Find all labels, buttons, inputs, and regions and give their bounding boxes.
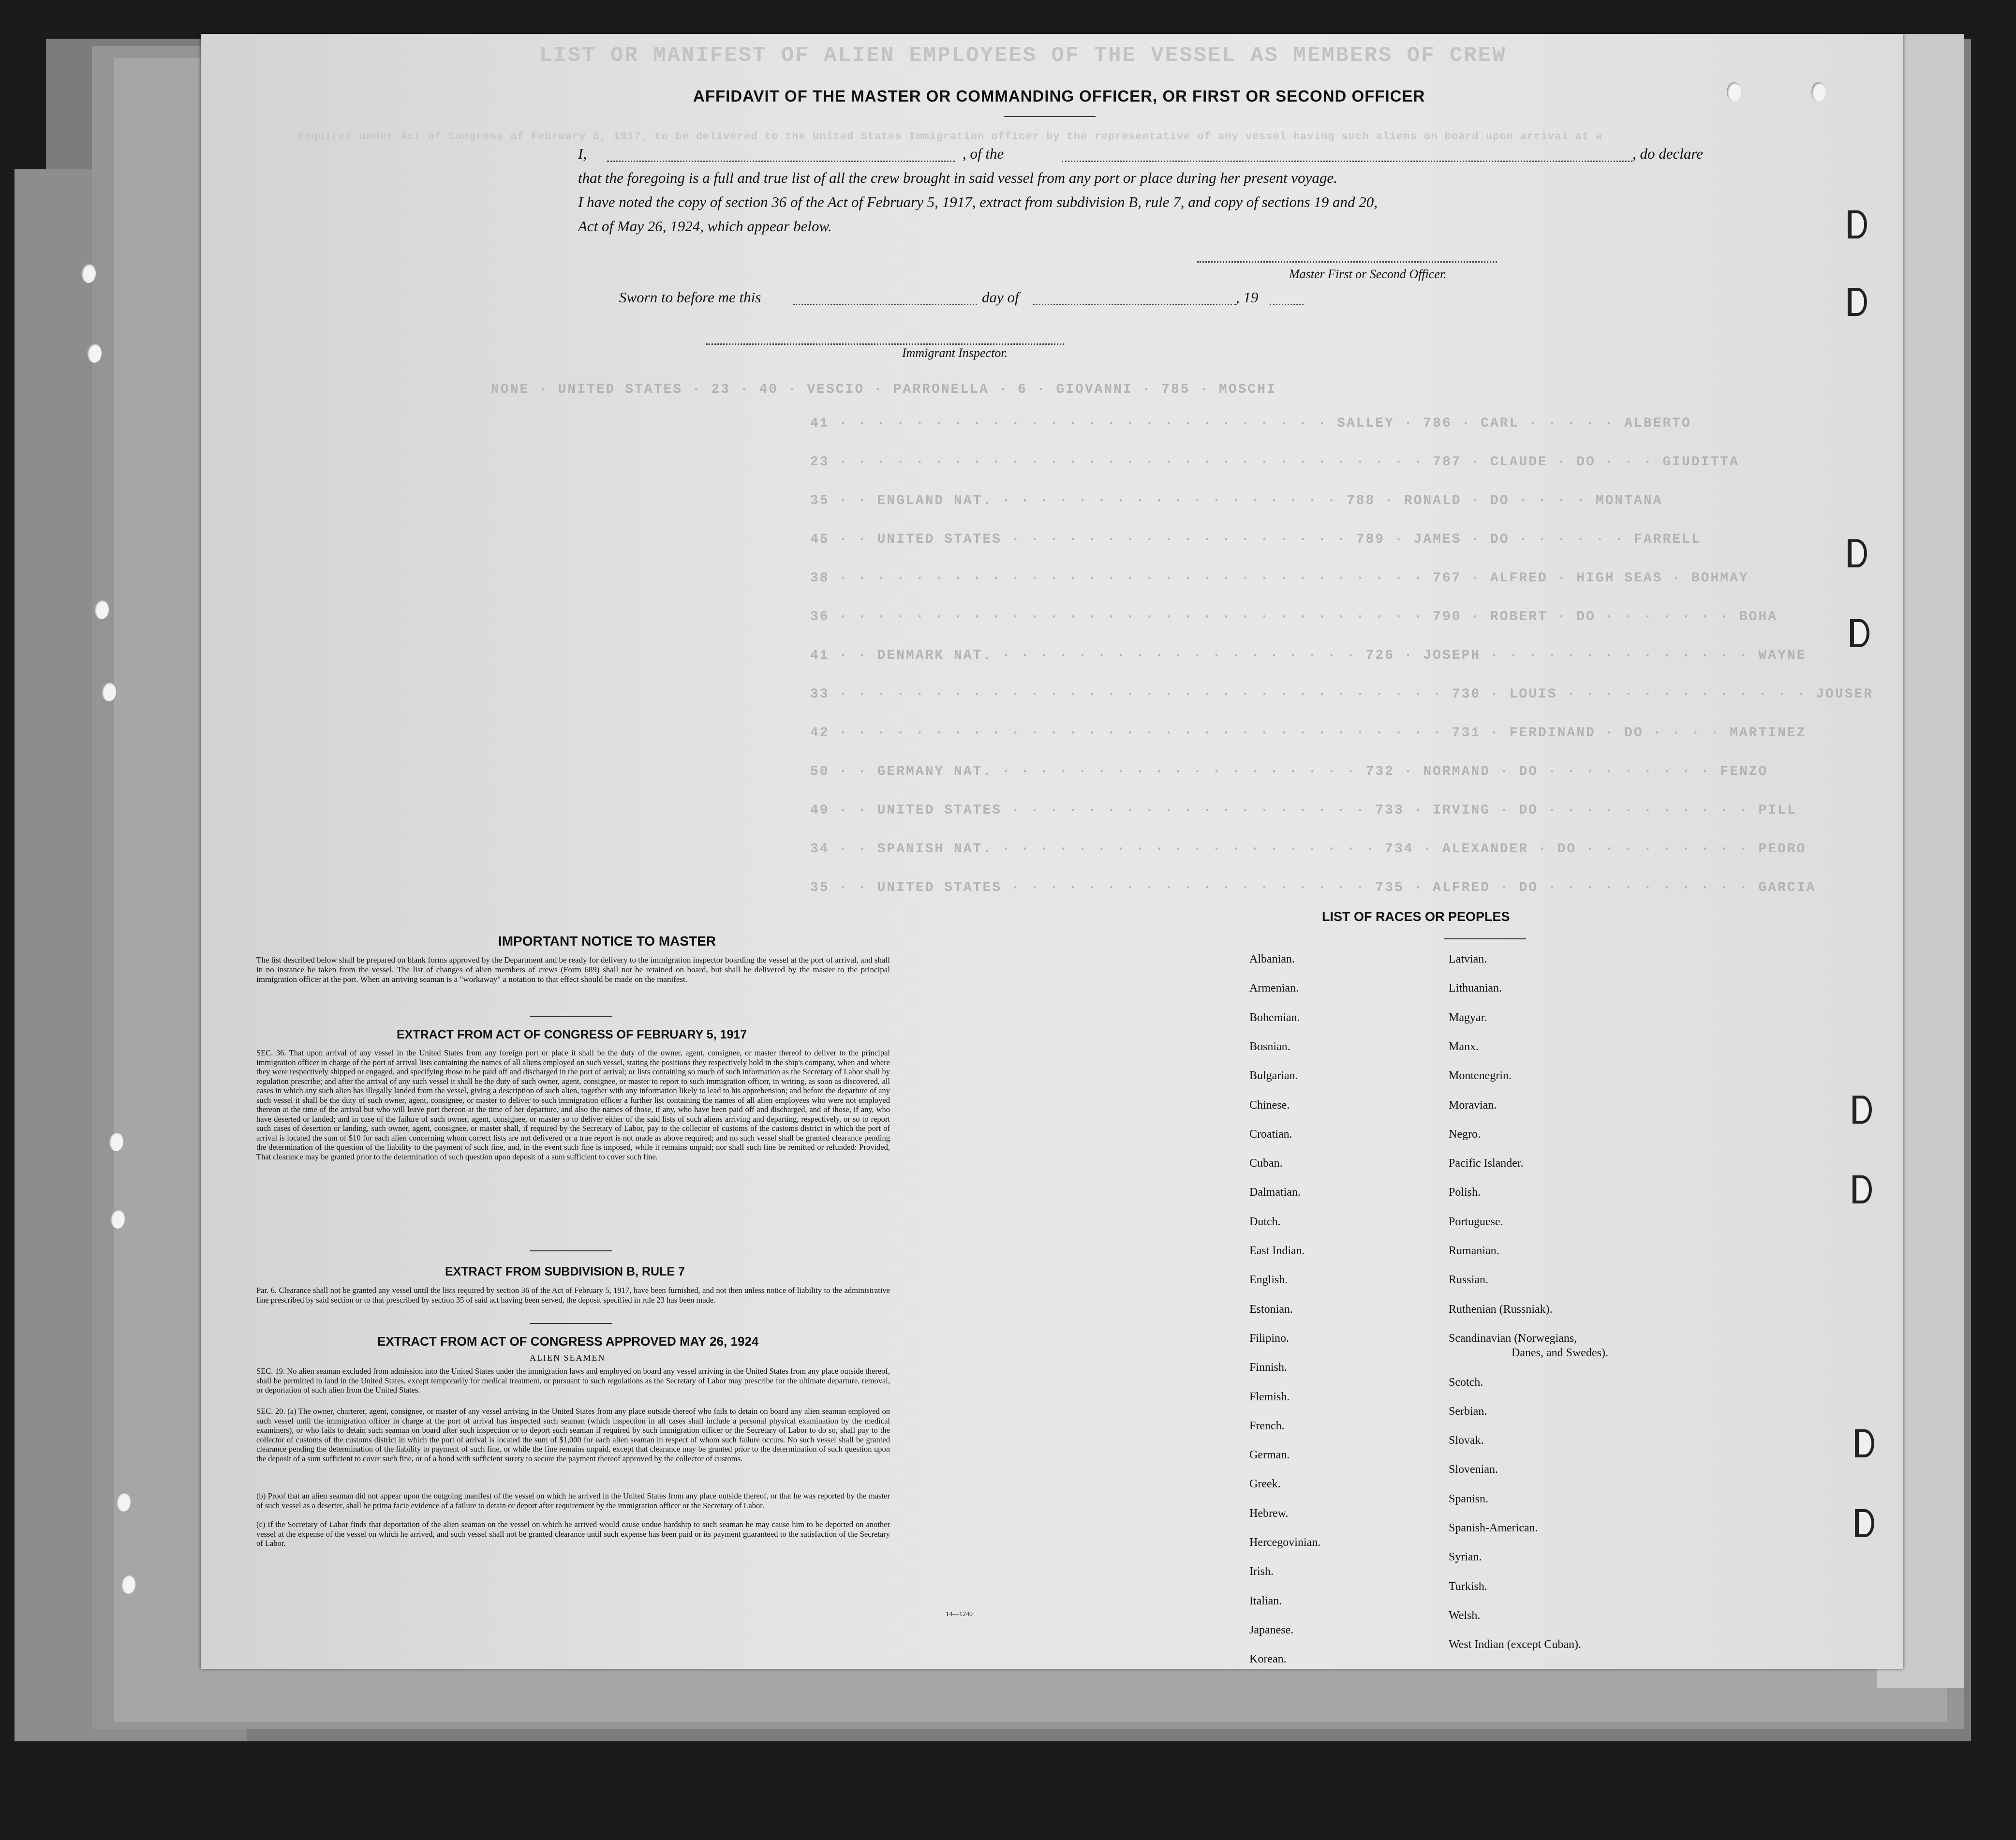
race-item: Turkish. bbox=[1449, 1580, 1487, 1593]
race-item: Bosnian. bbox=[1249, 1040, 1290, 1053]
race-item: Scotch. bbox=[1449, 1376, 1483, 1389]
blank-sworn-month[interactable] bbox=[1033, 304, 1236, 305]
day-of-label: day of bbox=[982, 289, 1019, 306]
show-through-row: 34 · · SPANISH NAT. · · · · · · · · · · · · · · · · · · · · 734 · ALEXANDER · DO · · · · · · · · · PEDRO bbox=[810, 842, 1807, 857]
affidavit-text: that the foregoing is a full and true list of all the crew brought in said vessel from any port or place during her present voyage. bbox=[578, 169, 1337, 186]
punch-hole bbox=[1848, 539, 1867, 567]
race-item: West Indian (except Cuban). bbox=[1449, 1638, 1581, 1651]
punch-hole bbox=[1853, 1096, 1872, 1124]
show-through-row: 33 · · · · · · · · · · · · · · · · · · · · · · · · · · · · · · · · 730 · LOUIS · · · · · · · · · · · · · JOUSER bbox=[810, 687, 1874, 702]
show-through-row: 42 · · · · · · · · · · · · · · · · · · · · · · · · · · · · · · · · 731 · FERDINAND · DO · · · · MARTINEZ bbox=[810, 726, 1807, 741]
blank-sworn-year[interactable] bbox=[1270, 304, 1304, 305]
extract-1924-sec20a: SEC. 20. (a) The owner, charterer, agent, consignee, or master of any vessel arriving in the United States from any place outside thereof who fails to detain on board any alien seaman employed on such vessel until the immigration officer in charge at the port of arrival has inspected such seaman (which inspection in all cases shall include a personal physical examination by the medical examiners), or who fails to detain such seaman on board after such inspection or to deport such seaman if required by such immigration officer or the Secretary of Labor to do so, shall pay to the collector of customs of the customs district in which the port of arrival is located the sum of $1,000 for each alien seaman in respect of whom such failure occurs. No such vessel shall be granted clearance pending the determination of the liability to payment of such fine, or while the fine remains unpaid, except that clearance may be granted prior to the determination of such question upon the deposit of a sum sufficient to cover such fine, or of a bond with sufficient surety to secure the payment thereof approved by the collector of customs. bbox=[256, 1407, 890, 1463]
punch-hole bbox=[1848, 288, 1867, 316]
races-title: LIST OF RACES OR PEOPLES bbox=[1322, 909, 1510, 924]
show-through-row: 35 · · UNITED STATES · · · · · · · · · · · · · · · · · · · 735 · ALFRED · DO · · · · · · · · · · · GARCIA bbox=[810, 880, 1816, 895]
affidavit-text: Act of May 26, 1924, which appear below. bbox=[578, 218, 832, 235]
race-item: Italian. bbox=[1249, 1594, 1282, 1607]
race-item: Slovenian. bbox=[1449, 1463, 1498, 1476]
race-item: Dalmatian. bbox=[1249, 1186, 1301, 1199]
race-item: Pacific Islander. bbox=[1449, 1157, 1524, 1170]
punch-hole bbox=[87, 343, 102, 363]
race-item: Greek. bbox=[1249, 1478, 1281, 1491]
show-through-row: 45 · · UNITED STATES · · · · · · · · · · · · · · · · · · 789 · JAMES · DO · · · · · · FARRELL bbox=[810, 532, 1701, 547]
show-through-row: 49 · · UNITED STATES · · · · · · · · · · · · · · · · · · · 733 · IRVING · DO · · · · · · · · · · · PILL bbox=[810, 803, 1797, 818]
punch-hole bbox=[81, 264, 96, 283]
manifest-page-back bbox=[201, 34, 1903, 1669]
affidavit-text: I, bbox=[578, 145, 587, 162]
form-number: 14—1240 bbox=[946, 1611, 973, 1618]
punch-hole bbox=[121, 1574, 135, 1594]
race-item: Moravian. bbox=[1449, 1098, 1497, 1112]
race-item: East Indian. bbox=[1249, 1245, 1305, 1257]
blank-master-name[interactable] bbox=[607, 161, 955, 162]
divider bbox=[1444, 938, 1526, 939]
race-item: Slovak. bbox=[1449, 1434, 1484, 1447]
blank-master-signature[interactable] bbox=[1197, 261, 1497, 263]
race-item: Magyar. bbox=[1449, 1011, 1487, 1024]
race-item: Filipino. bbox=[1249, 1332, 1290, 1345]
affidavit-title: AFFIDAVIT OF THE MASTER OR COMMANDING OFFICER, OR FIRST OR SECOND OFFICER bbox=[693, 87, 1425, 105]
notice-title: IMPORTANT NOTICE TO MASTER bbox=[498, 934, 716, 949]
show-through-row: 38 · · · · · · · · · · · · · · · · · · · · · · · · · · · · · · · 767 · ALFRED · HIGH SEAS · BOHMAY bbox=[810, 571, 1749, 586]
punch-hole bbox=[1850, 619, 1869, 647]
race-item: Bohemian. bbox=[1249, 1011, 1300, 1024]
race-item: Cuban. bbox=[1249, 1157, 1283, 1170]
race-item: Montenegrin. bbox=[1449, 1069, 1512, 1083]
inspector-label: Immigrant Inspector. bbox=[902, 346, 1008, 360]
extract-1917-body: SEC. 36. That upon arrival of any vessel in the United States from any foreign port or place it shall be the duty of the owner, agent, consignee, or master thereof to deliver to the principal immigration officer in charge of the port of arrival lists containing the names of all aliens employed on such vessel, stating the positions they respectively hold in the ship's company, when and where they were respectively shipped or engaged, and specifying those to be paid off and discharged in the port of arrival; or lists containing so much of such information as the Secretary of Labor shall by regulation prescribe; and after the arrival of any such vessel it shall be the duty of such owner, agent, consignee, or master to report to such immigration officer, in writing, as soon as discovered, all cases in which any such alien has illegally landed from the vessel, giving a description of such alien, together with any information likely to lead to his apprehension; and before the departure of any such vessel it shall be the duty of such owner, agent, consignee, or master to deliver to such immigration officer a further list containing the names of all alien employees who were not employed thereon at the time of the arrival but who will leave port thereon at the time of her departure, and also the names of those, if any, who have been paid off and discharged, and of those, if any, who have deserted or landed; and in case of the failure of such owner, agent, consignee, or master so to deliver either of the said lists of such aliens arriving and departing, respectively, or so to report such cases of desertion or landing, such owner, agent, consignee, or master shall, if required by the Secretary of Labor, pay to the collector of customs of the customs district in which the port of arrival is located the sum of $10 for each alien concerning whom correct lists are not delivered or a true report is not made as above required; and no such vessel shall be granted clearance pending the determination of the question of the liability to the payment of such fine, and, in the event such fine is imposed, while it remains unpaid; nor shall such fine be remitted or refunded: Provided, That clearance may be granted prior to the determination of such question upon deposit of a sum sufficient to cover such fine. bbox=[256, 1048, 890, 1161]
race-item: Scandinavian (Norwegians, bbox=[1449, 1332, 1577, 1345]
extract-rule7-title: EXTRACT FROM SUBDIVISION B, RULE 7 bbox=[445, 1265, 685, 1278]
race-item: Serbian. bbox=[1449, 1405, 1487, 1418]
punch-hole bbox=[1853, 1175, 1872, 1203]
race-item: Irish. bbox=[1249, 1565, 1274, 1578]
race-item: German. bbox=[1249, 1449, 1290, 1462]
race-item: Polish. bbox=[1449, 1186, 1481, 1199]
blank-vessel-name[interactable] bbox=[1062, 161, 1632, 162]
race-item: Rumanian. bbox=[1449, 1245, 1499, 1257]
race-item: Portuguese. bbox=[1449, 1215, 1503, 1228]
divider bbox=[530, 1016, 612, 1017]
divider bbox=[530, 1323, 612, 1324]
punch-hole bbox=[116, 1492, 131, 1512]
show-through-row: 23 · · · · · · · · · · · · · · · · · · · · · · · · · · · · · · · 787 · CLAUDE · DO · · · GIUDITTA bbox=[810, 455, 1739, 470]
race-item: Syrian. bbox=[1449, 1551, 1482, 1564]
race-item: Armenian. bbox=[1249, 982, 1299, 995]
show-through-header: LIST OR MANIFEST OF ALIEN EMPLOYEES OF THE VESSEL AS MEMBERS OF CREW bbox=[539, 44, 1507, 68]
race-item: Hercegovinian. bbox=[1249, 1536, 1321, 1549]
punch-hole bbox=[1855, 1509, 1874, 1537]
blank-sworn-day[interactable] bbox=[793, 304, 977, 305]
affidavit-text: , of the bbox=[963, 145, 1004, 162]
punch-hole bbox=[102, 682, 116, 701]
race-item: Manx. bbox=[1449, 1040, 1479, 1053]
race-item: Danes, and Swedes). bbox=[1512, 1347, 1608, 1360]
punch-hole bbox=[1855, 1429, 1874, 1457]
race-item: Latvian. bbox=[1449, 953, 1487, 965]
extract-1924-sec20c: (c) If the Secretary of Labor finds that deportation of the alien seaman on the vessel on which he arrived would cause undue hardship to such seaman he may cause him to be deported on another vessel at the expense of the vessel on which he arrived, and such vessel shall not be granted clearance until such expense has been paid or its payment guaranteed to the satisfaction of the Secretary of Labor. bbox=[256, 1520, 890, 1548]
extract-1917-title: EXTRACT FROM ACT OF CONGRESS OF FEBRUARY 5, 1917 bbox=[397, 1028, 747, 1041]
punch-hole bbox=[1848, 210, 1867, 238]
race-item: Bulgarian. bbox=[1249, 1069, 1298, 1083]
extract-1924-title: EXTRACT FROM ACT OF CONGRESS APPROVED MAY 26, 1924 bbox=[377, 1334, 759, 1349]
affidavit-text: I have noted the copy of section 36 of the Act of February 5, 1917, extract from subdivision B, rule 7, and copy of sections 19 and 20, bbox=[578, 193, 1378, 210]
race-item: Welsh. bbox=[1449, 1609, 1481, 1622]
affidavit-text: , do declare bbox=[1632, 145, 1704, 162]
extract-rule7-body: Par. 6. Clearance shall not be granted any vessel until the lists required by section 36 of the Act of February 5, 1917, have been furnished, and not then unless notice of liability to the administrative fine prescribed by said section or to that prescribed by section 35 of said act having been served, the deposit specified in rule 23 has been made. bbox=[256, 1286, 890, 1305]
race-item: Russian. bbox=[1449, 1274, 1489, 1287]
race-item: Flemish. bbox=[1249, 1390, 1290, 1403]
punch-hole bbox=[1727, 82, 1741, 102]
show-through-row: 41 · · · · · · · · · · · · · · · · · · · · · · · · · · SALLEY · 786 · CARL · · · · · ALBERTO bbox=[810, 416, 1691, 431]
divider bbox=[1004, 116, 1096, 117]
year-label: , 19 bbox=[1236, 289, 1259, 306]
show-through-row: 41 · · DENMARK NAT. · · · · · · · · · · · · · · · · · · · 726 · JOSEPH · · · · · · · · · · · · · · WAYNE bbox=[810, 648, 1807, 663]
extract-1924-sec19: SEC. 19. No alien seaman excluded from admission into the United States under the immigration laws and employed on board any vessel arriving in the United States from any place outside thereof, shall be permitted to land in the United States, except temporarily for medical treatment, or pursuant to such regulations as the Secretary of Labor may prescribe for the ultimate departure, removal, or deportation of such alien from the United States. bbox=[256, 1366, 890, 1395]
race-item: Lithuanian. bbox=[1449, 982, 1502, 995]
extract-1924-sec20b: (b) Proof that an alien seaman did not appear upon the outgoing manifest of the vessel on which he arrived in the United States from any place outside thereof, or that he was reported by the master of such vessel as a deserter, shall be prima facie evidence of a failure to detain or deport after requirement by the immigration officer or the Secretary of Labor. bbox=[256, 1491, 890, 1510]
race-item: French. bbox=[1249, 1419, 1285, 1432]
show-through-row: 35 · · ENGLAND NAT. · · · · · · · · · · · · · · · · · · 788 · RONALD · DO · · · · MONTANA bbox=[810, 493, 1663, 508]
race-item: Korean. bbox=[1249, 1653, 1287, 1666]
race-item: Croatian. bbox=[1249, 1128, 1292, 1141]
race-item: Japanese. bbox=[1249, 1623, 1294, 1636]
sworn-label: Sworn to before me this bbox=[619, 289, 761, 306]
show-through-subheader: Required under Act of Congress of February 5, 1917, to be delivered to the United States Immigration officer by the representative of any vessel having such aliens on board upon arrival at a bbox=[297, 131, 1603, 143]
race-item: Ruthenian (Russniak). bbox=[1449, 1303, 1553, 1316]
extract-1924-subtitle: ALIEN SEAMEN bbox=[530, 1353, 606, 1363]
punch-hole bbox=[110, 1209, 125, 1229]
race-item: Dutch. bbox=[1249, 1215, 1281, 1228]
notice-body: The list described below shall be prepared on blank forms approved by the Department and be ready for delivery to the immigration inspector boarding the vessel at the port of arrival, and shall in no instance be taken from the vessel. The list of changes of alien members of crews (Form 689) shall not be retained on board, but shall be delivered by the master to the principal immigration officer at the port. When an arriving seaman is a "workaway" a notation to that effect should be made on the manifest. bbox=[256, 955, 890, 984]
race-item: Spanish-American. bbox=[1449, 1522, 1538, 1534]
blank-inspector-signature[interactable] bbox=[706, 343, 1064, 345]
master-signature-label: Master First or Second Officer. bbox=[1289, 267, 1447, 281]
race-item: Chinese. bbox=[1249, 1098, 1290, 1112]
race-item: English. bbox=[1249, 1274, 1288, 1287]
show-through-row: 36 · · · · · · · · · · · · · · · · · · · · · · · · · · · · · · · 790 · ROBERT · DO · · · · · · · BOHA bbox=[810, 609, 1778, 624]
punch-hole bbox=[94, 600, 109, 619]
punch-hole bbox=[1811, 82, 1826, 102]
race-item: Finnish. bbox=[1249, 1361, 1288, 1374]
divider bbox=[530, 1250, 612, 1251]
show-through-row: 50 · · GERMANY NAT. · · · · · · · · · · · · · · · · · · · 732 · NORMAND · DO · · · · · · · · · FENZO bbox=[810, 764, 1768, 779]
show-through-row: NONE · UNITED STATES · 23 · 40 · VESCIO · PARRONELLA · 6 · GIOVANNI · 785 · MOSCHI bbox=[491, 382, 1276, 397]
race-item: Albanian. bbox=[1249, 953, 1295, 965]
race-item: Spanisn. bbox=[1449, 1492, 1489, 1505]
punch-hole bbox=[109, 1132, 123, 1151]
race-item: Estonian. bbox=[1249, 1303, 1293, 1316]
race-item: Negro. bbox=[1449, 1128, 1481, 1141]
race-item: Hebrew. bbox=[1249, 1507, 1289, 1520]
